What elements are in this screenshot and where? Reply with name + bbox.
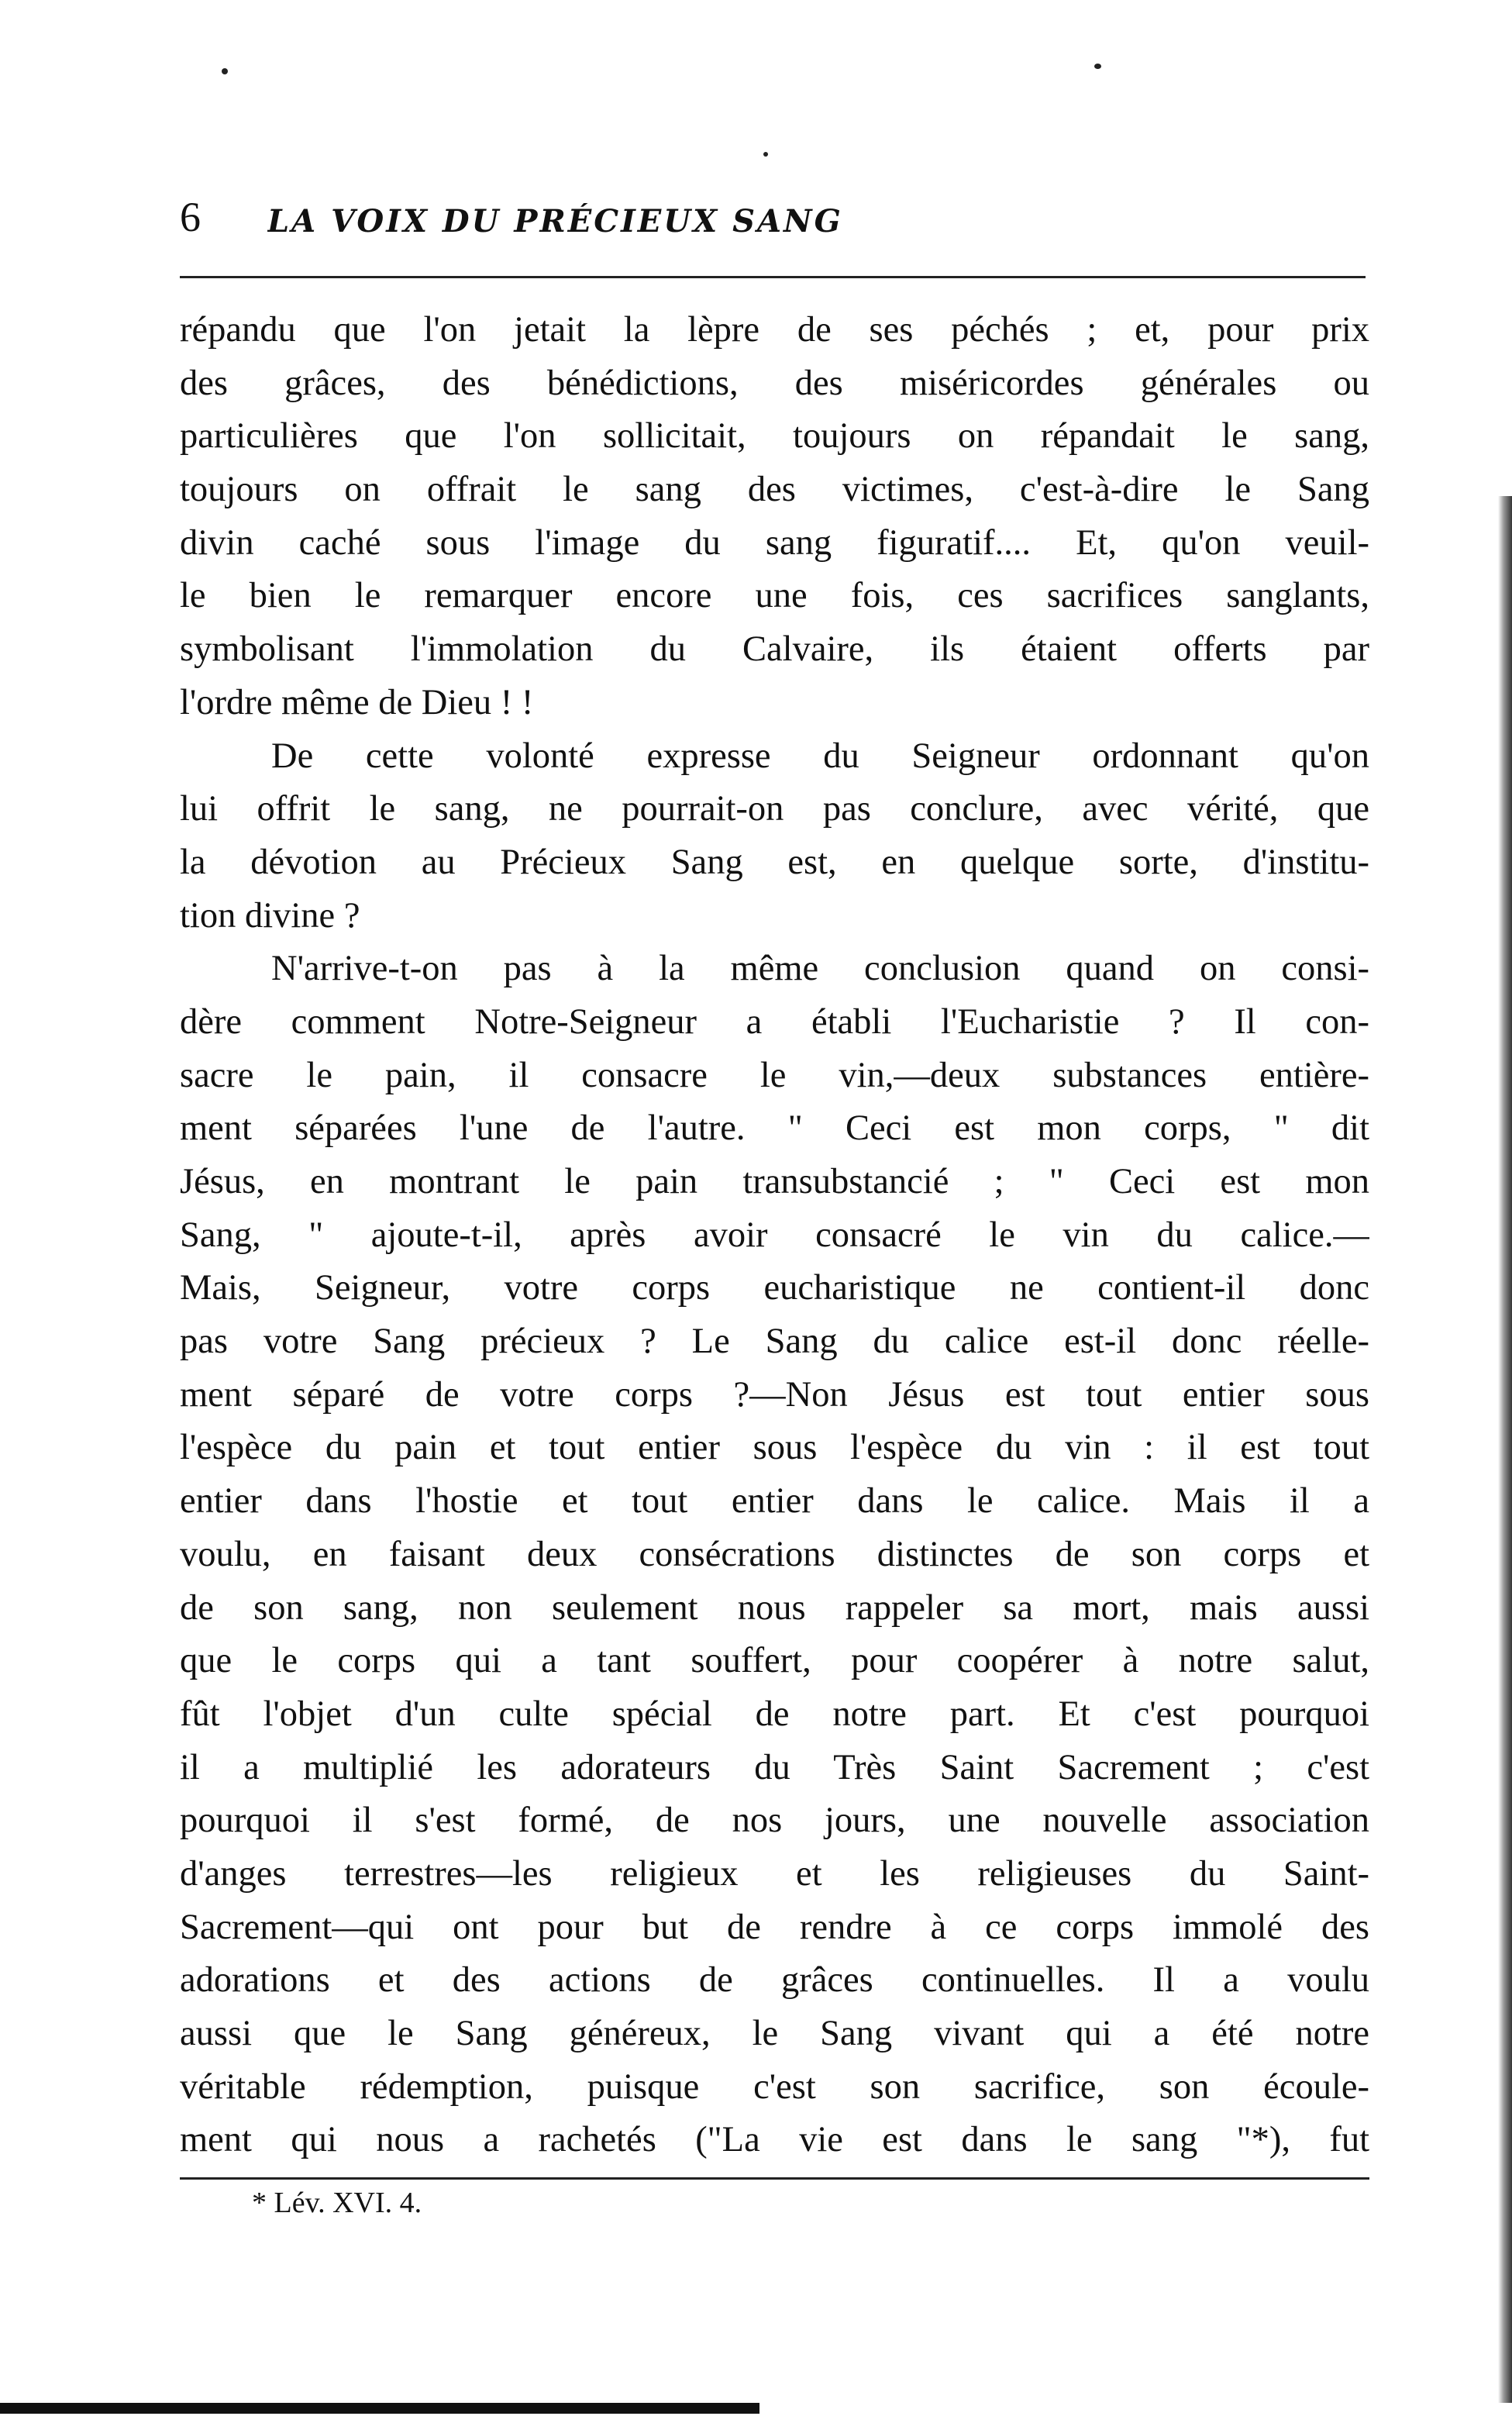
scan-bottom-edge: [0, 2403, 759, 2414]
text-line: dère comment Notre-Seigneur a établi l'Eucharistie ? Il con-: [180, 1001, 1369, 1042]
text-line: il a multiplié les adorateurs du Très Saint Sacrement ; c'est: [180, 1747, 1369, 1787]
text-line: adorations et des actions de grâces continuelles. Il a voulu: [180, 1960, 1369, 2001]
text-line: ment qui nous a rachetés ("La vie est dans le sang "*), fut: [180, 2120, 1369, 2160]
text-line: répandu que l'on jetait la lèpre de ses péchés ; et, pour prix: [180, 310, 1369, 350]
text-line: tion divine ?: [180, 895, 360, 936]
text-line: véritable rédemption, puisque c'est son sacrifice, son écoule-: [180, 2066, 1369, 2107]
text-line: lui offrit le sang, ne pourrait-on pas conclure, avec vérité, que: [180, 789, 1369, 829]
text-line: le bien le remarquer encore une fois, ces sacrifices sanglants,: [180, 576, 1369, 616]
text-line: toujours on offrait le sang des victimes, c'est-à-dire le Sang: [180, 470, 1369, 510]
page-number: 6: [180, 194, 201, 240]
text-line: Jésus, en montrant le pain transubstancié ; " Ceci est mon: [180, 1162, 1369, 1201]
text-line: De cette volonté expresse du Seigneur ordonnant qu'on: [271, 736, 1369, 776]
header-rule: [180, 276, 1366, 278]
text-line: Sang, " ajoute-t-il, après avoir consacré le vin du calice.—: [180, 1215, 1369, 1255]
text-line: de son sang, non seulement nous rappeler sa mort, mais aussi: [180, 1587, 1369, 1628]
text-line: fût l'objet d'un culte spécial de notre part. Et c'est pourquoi: [180, 1694, 1369, 1734]
scan-speck: [1094, 64, 1101, 69]
text-line: l'ordre même de Dieu ! !: [180, 682, 534, 722]
text-line: pourquoi il s'est formé, de nos jours, une nouvelle association: [180, 1801, 1369, 1841]
running-title: LA VOIX DU PRÉCIEUX SANG: [267, 203, 843, 240]
text-line: l'espèce du pain et tout entier sous l'espèce du vin : il est tout: [180, 1428, 1369, 1468]
text-line: particulières que l'on sollicitait, toujours on répandait le sang,: [180, 416, 1369, 457]
scan-speck: [222, 68, 228, 74]
text-line: Sacrement—qui ont pour but de rendre à ce corps immolé des: [180, 1907, 1369, 1947]
text-line: Mais, Seigneur, votre corps eucharistique ne contient-il donc: [180, 1268, 1369, 1308]
text-line: des grâces, des bénédictions, des miséricordes générales ou: [180, 363, 1369, 403]
footnote: * Lév. XVI. 4.: [252, 2187, 422, 2219]
text-line: symbolisant l'immolation du Calvaire, ils étaient offerts par: [180, 629, 1369, 670]
text-line: la dévotion au Précieux Sang est, en quelque sorte, d'institu-: [180, 842, 1369, 882]
scan-edge-shadow: [1498, 496, 1512, 2403]
footnote-rule: [180, 2177, 1369, 2180]
text-line: que le corps qui a tant souffert, pour coopérer à notre salut,: [180, 1641, 1369, 1681]
text-line: aussi que le Sang généreux, le Sang vivant qui a été notre: [180, 2014, 1369, 2053]
text-line: voulu, en faisant deux consécrations distinctes de son corps et: [180, 1534, 1369, 1574]
text-line: N'arrive-t-on pas à la même conclusion quand on consi-: [271, 949, 1369, 989]
body-text: [180, 304, 1369, 2167]
text-line: pas votre Sang précieux ? Le Sang du calice est-il donc réelle-: [180, 1322, 1369, 1362]
scan-speck: [763, 152, 768, 157]
text-line: ment séparé de votre corps ?—Non Jésus est tout entier sous: [180, 1374, 1369, 1415]
text-line: sacre le pain, il consacre le vin,—deux substances entière-: [180, 1055, 1369, 1095]
text-line: ment séparées l'une de l'autre. " Ceci est mon corps, " dit: [180, 1108, 1369, 1149]
text-line: divin caché sous l'image du sang figuratif.... Et, qu'on veuil-: [180, 522, 1369, 563]
text-line: entier dans l'hostie et tout entier dans le calice. Mais il a: [180, 1481, 1369, 1522]
text-line: d'anges terrestres—les religieux et les religieuses du Saint-: [180, 1853, 1369, 1894]
